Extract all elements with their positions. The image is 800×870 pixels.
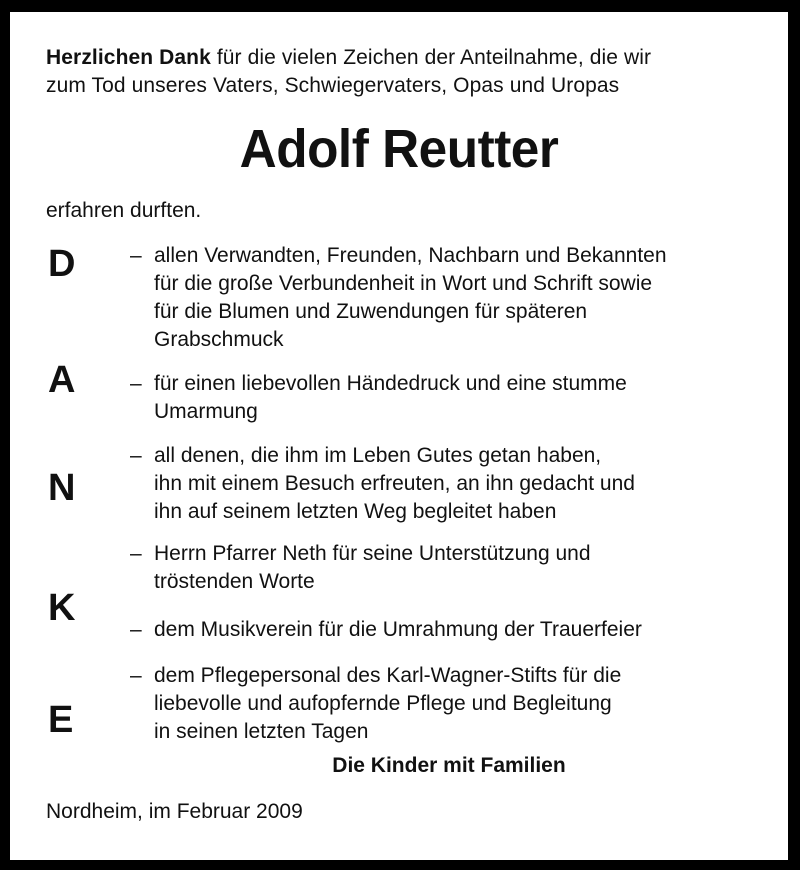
intro-line-1-rest: für die vielen Zeichen der Anteilnahme, die wir [210,46,652,69]
dash: – [130,542,142,565]
item-line: allen Verwandten, Freunden, Nachbarn und Bekannten [154,244,667,267]
item-line: Herrn Pfarrer Neth für seine Unterstützung und [154,542,591,565]
letter-a: A [48,359,76,401]
obituary-card [10,12,788,860]
intro-text [46,44,766,100]
item-line: ihn mit einem Besuch erfreuten, an ihn gedacht und [154,472,635,495]
thanks-item [130,442,770,526]
letter-d: D [48,243,76,285]
item-line: für die große Verbundenheit in Wort und Schrift sowie [154,272,653,295]
dash: – [130,244,142,267]
dash: – [130,372,142,395]
place-date: Nordheim, im Februar 2009 [46,800,303,823]
thanks-item [130,242,770,354]
item-line: ihn auf seinem letzten Weg begleitet haben [154,500,557,523]
signature: Die Kinder mit Familien [332,754,566,777]
intro-line-1 [46,44,766,72]
item-line: für einen liebevollen Händedruck und eine stumme [154,372,627,395]
item-line: dem Musikverein für die Umrahmung der Trauerfeier [154,618,642,641]
dash: – [130,618,142,641]
letter-k: K [48,587,76,629]
item-line: dem Pflegepersonal des Karl-Wagner-Stifts für die [154,664,622,687]
item-line: für die Blumen und Zuwendungen für späteren [154,300,588,323]
item-line: liebevolle und aufopfernde Pflege und Begleitung [154,692,612,715]
letter-e: E [48,699,74,741]
item-line: tröstenden Worte [154,570,315,593]
intro-bold: Herzlichen Dank [46,46,211,69]
subline: erfahren durften. [46,199,202,222]
thanks-item [130,540,770,596]
thanks-item [130,662,770,746]
item-line: in seinen letzten Tagen [154,720,369,743]
dash: – [130,444,142,467]
item-line: Grabschmuck [154,328,284,351]
item-line: all denen, die ihm im Leben Gutes getan haben, [154,444,602,467]
deceased-name: Adolf Reutter [239,119,559,179]
item-line: Umarmung [154,400,258,423]
intro-line-2: zum Tod unseres Vaters, Schwiegervaters, Opas und Uropas [46,74,620,97]
thanks-item [130,370,770,426]
thanks-item [130,616,770,644]
letter-n: N [48,467,76,509]
dash: – [130,664,142,687]
